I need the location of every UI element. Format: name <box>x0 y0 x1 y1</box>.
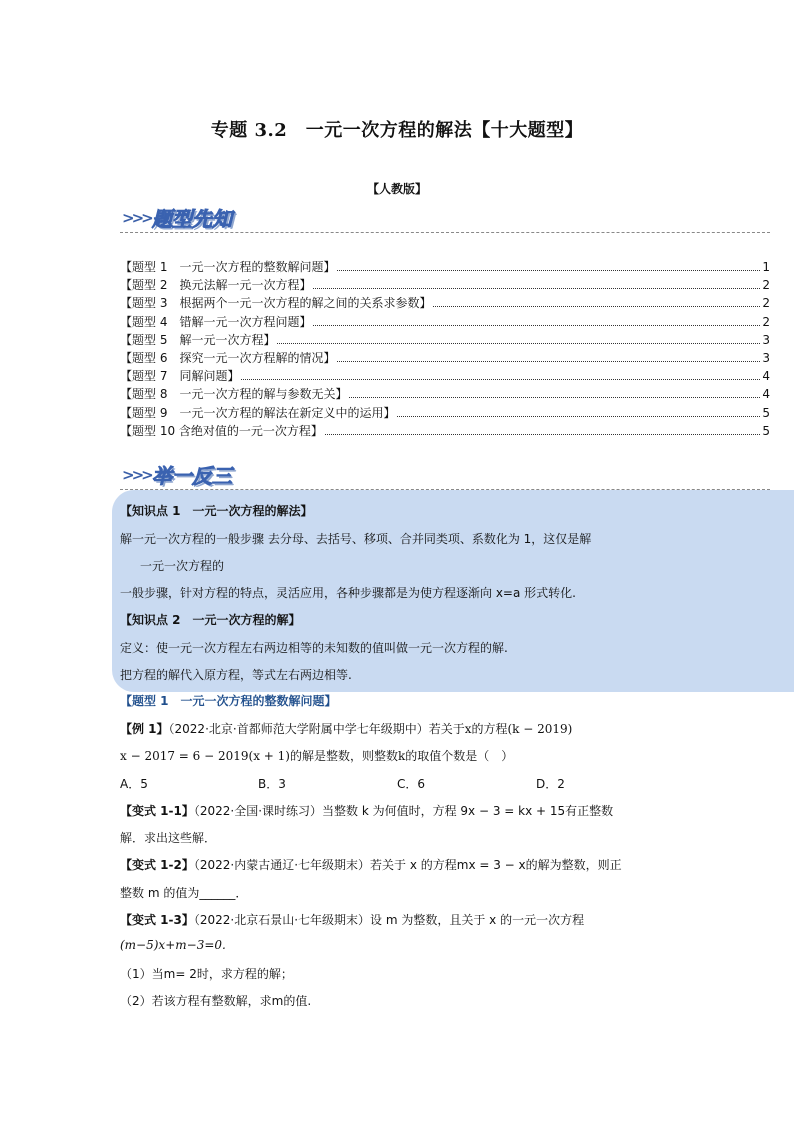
example-1-equation: x − 2017 = 6 − 2019(x + 1)的解是整数，则整数k的取值个数是（ ） <box>120 749 514 763</box>
toc-entry[interactable]: 【题型 3 根据两个一元一次方程的解之间的关系求参数】 2 <box>120 296 770 311</box>
section-header-practice <box>120 460 770 490</box>
variant-1-3: 【变式 1-3】（2022·北京石景山·七年级期末）设 m 为整数，且关于 x 的一元一次方程 <box>120 913 585 927</box>
example-1: 【例 1】（2022·北京·首都师范大学附属中学七年级期中）若关于x的方程(k − 2019) <box>120 722 573 736</box>
knowledge-point-1-title: 【知识点 1 一元一次方程的解法】 <box>120 504 313 518</box>
triple-arrow-icon: >>> <box>122 209 151 227</box>
variant-1-3-equation: (m−5)x+m−3=0. <box>120 938 226 952</box>
triple-arrow-icon: >>> <box>122 466 151 484</box>
toc-entry[interactable]: 【题型 2 换元法解一元一次方程】 2 <box>120 278 770 293</box>
section-label: 题型先知 <box>152 207 232 231</box>
dashed-divider <box>120 232 770 233</box>
knowledge-text: 定义：使一元一次方程左右两边相等的未知数的值叫做一元一次方程的解. <box>120 641 508 655</box>
knowledge-text: 一元一次方程的 <box>140 559 225 573</box>
variant-1-3-question-2: （2）若该方程有整数解，求m的值. <box>120 994 312 1008</box>
table-of-contents <box>120 258 770 440</box>
choice-b: B．3 <box>258 777 286 791</box>
section-header-preview <box>120 203 770 233</box>
choice-c: C．6 <box>397 777 426 791</box>
variant-1-2: 【变式 1-2】（2022·内蒙古通辽·七年级期末）若关于 x 的方程mx = 3 − x的解为整数，则正 <box>120 858 622 872</box>
page-title: 专题 3.2 一元一次方程的解法【十大题型】 <box>210 120 584 141</box>
toc-entry[interactable]: 【题型 4 错解一元一次方程问题】 2 <box>120 314 770 329</box>
knowledge-point-2-title: 【知识点 2 一元一次方程的解】 <box>120 613 301 627</box>
toc-entry[interactable]: 【题型 10 含绝对值的一元一次方程】 5 <box>120 423 770 438</box>
knowledge-text: 一般步骤，针对方程的特点，灵活应用，各种步骤都是为使方程逐渐向 x=a 形式转化. <box>120 586 576 600</box>
section-label: 举一反三 <box>152 464 232 488</box>
toc-entry[interactable]: 【题型 6 探究一元一次方程解的情况】 3 <box>120 350 770 365</box>
choice-d: D．2 <box>536 777 565 791</box>
knowledge-text: 把方程的解代入原方程，等式左右两边相等. <box>120 668 352 682</box>
knowledge-text: 解一元一次方程的一般步骤 去分母、去括号、移项、合并同类项、系数化为 1，这仅是解 <box>120 532 592 546</box>
toc-entry[interactable]: 【题型 9 一元一次方程的解法在新定义中的运用】 5 <box>120 405 770 420</box>
choice-a: A．5 <box>120 777 148 791</box>
variant-1-2-cont: 整数 m 的值为______． <box>120 886 248 900</box>
toc-entry[interactable]: 【题型 7 同解问题】 4 <box>120 369 770 384</box>
variant-1-1: 【变式 1-1】（2022·全国·课时练习）当整数 k 为何值时，方程 9x − 3 = kx + 15有正整数 <box>120 804 614 818</box>
variant-1-1-cont: 解．求出这些解． <box>120 831 217 845</box>
toc-entry[interactable]: 【题型 5 解一元一次方程】 3 <box>120 332 770 347</box>
toc-entry[interactable]: 【题型 1 一元一次方程的整数解问题】 1 <box>120 260 770 274</box>
toc-entry[interactable]: 【题型 8 一元一次方程的解与参数无关】 4 <box>120 387 770 402</box>
edition-label: 【人教版】 <box>366 182 427 196</box>
type-1-heading: 【题型 1 一元一次方程的整数解问题】 <box>120 694 337 708</box>
variant-1-3-question-1: （1）当m= 2时，求方程的解； <box>120 967 293 981</box>
